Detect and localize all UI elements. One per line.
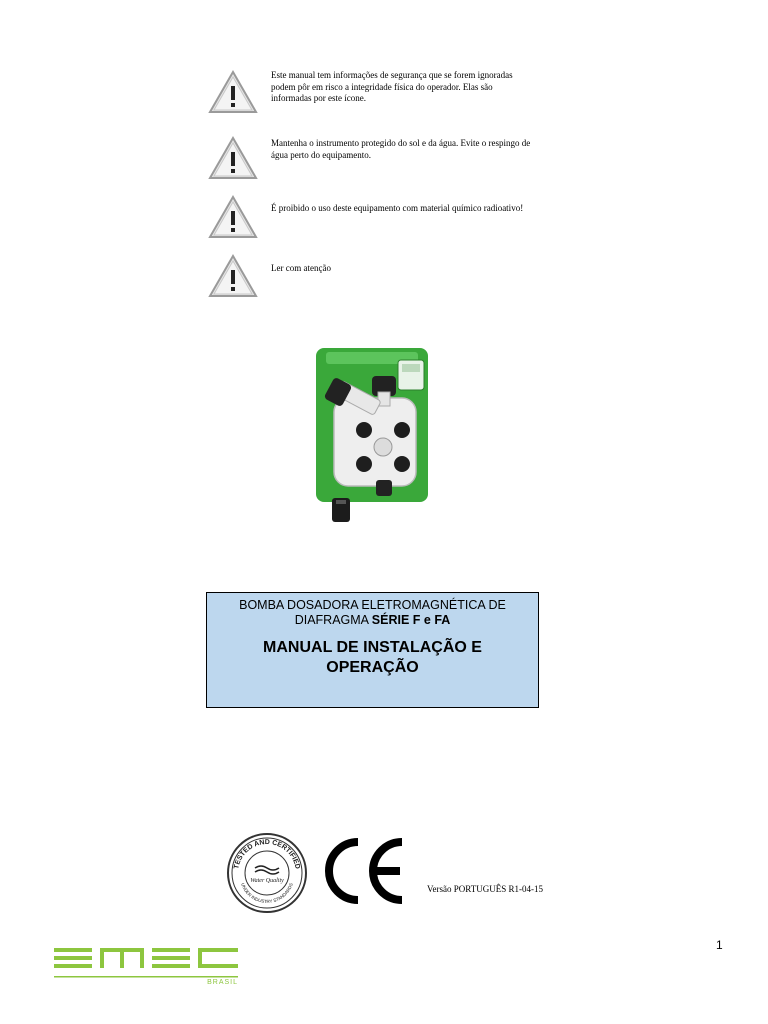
- manual-title-line-2: OPERAÇÃO: [326, 659, 419, 676]
- seal-center-text: Water Quality: [250, 878, 284, 884]
- water-quality-seal-icon: [224, 832, 310, 914]
- warning-text-safety: Este manual tem informações de segurança que se forem ignoradas podem pôr em risco a integridade física do operador. Elas são informadas por este ícone.: [271, 70, 513, 103]
- version-label: Versão PORTUGUÊS R1-04-15: [427, 884, 543, 894]
- product-line-2: [207, 613, 538, 628]
- warning-icon: [208, 254, 258, 298]
- warning-icon: [208, 136, 258, 180]
- product-line-1: BOMBA DOSADORA ELETROMAGNÉTICA DE: [239, 598, 506, 612]
- seal-top-text: TESTED AND CERTIFIED: [233, 838, 301, 870]
- title-box: [206, 592, 539, 708]
- emec-brasil-logo: [52, 946, 242, 986]
- seal-bottom-text: UNDER INDUSTRY STANDARDS: [240, 882, 294, 905]
- ce-mark-icon: [322, 836, 406, 906]
- page-number: 1: [716, 938, 723, 952]
- manual-title: [207, 638, 538, 678]
- warning-icon: [208, 195, 258, 239]
- warning-text-protect: Mantenha o instrumento protegido do sol e da água. Evite o respingo de água perto do equipamento.: [271, 138, 531, 160]
- warning-text-read: Ler com atenção: [271, 263, 331, 273]
- dosing-pump-image: [298, 340, 446, 535]
- manual-title-line-1: MANUAL DE INSTALAÇÃO E: [263, 639, 482, 656]
- logo-sub-text: BRASIL: [207, 979, 238, 986]
- warning-text-radioactive: É proibido o uso deste equipamento com material químico radioativo!: [271, 203, 524, 213]
- product-line-2-prefix: DIAFRAGMA: [294, 613, 372, 627]
- series-name: SÉRIE F e FA: [371, 613, 451, 627]
- warning-icon: [208, 70, 258, 114]
